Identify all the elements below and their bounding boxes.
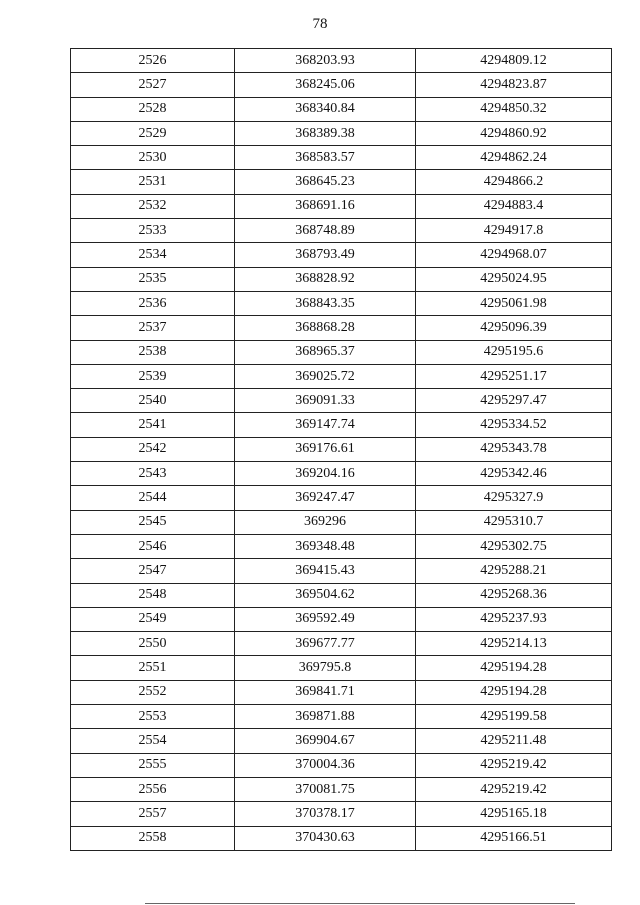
x-coordinate-cell: 369296: [235, 510, 416, 534]
y-coordinate-cell: 4295199.58: [416, 705, 612, 729]
x-coordinate-cell: 368645.23: [235, 170, 416, 194]
point-number-cell: 2526: [71, 49, 235, 73]
y-coordinate-cell: 4295310.7: [416, 510, 612, 534]
table-row: [71, 559, 612, 583]
y-coordinate-cell: 4295288.21: [416, 559, 612, 583]
y-coordinate-cell: 4295251.17: [416, 364, 612, 388]
x-coordinate-cell: 369677.77: [235, 632, 416, 656]
table-row: [71, 340, 612, 364]
x-coordinate-cell: 368583.57: [235, 146, 416, 170]
table-row: [71, 170, 612, 194]
y-coordinate-cell: 4295194.28: [416, 680, 612, 704]
x-coordinate-cell: 368965.37: [235, 340, 416, 364]
y-coordinate-cell: 4294862.24: [416, 146, 612, 170]
point-number-cell: 2528: [71, 97, 235, 121]
point-number-cell: 2538: [71, 340, 235, 364]
point-number-cell: 2550: [71, 632, 235, 656]
y-coordinate-cell: 4294866.2: [416, 170, 612, 194]
point-number-cell: 2553: [71, 705, 235, 729]
y-coordinate-cell: 4295237.93: [416, 607, 612, 631]
table-row: [71, 243, 612, 267]
table-row: [71, 146, 612, 170]
table-row: [71, 194, 612, 218]
x-coordinate-cell: 368748.89: [235, 219, 416, 243]
point-number-cell: 2536: [71, 291, 235, 315]
page-number: 78: [312, 16, 328, 32]
y-coordinate-cell: 4295165.18: [416, 802, 612, 826]
y-coordinate-cell: 4295061.98: [416, 291, 612, 315]
y-coordinate-cell: 4295302.75: [416, 534, 612, 558]
x-coordinate-cell: 369204.16: [235, 462, 416, 486]
table-row: [71, 49, 612, 73]
table-row: [71, 729, 612, 753]
table-row: [71, 777, 612, 801]
y-coordinate-cell: 4295327.9: [416, 486, 612, 510]
table-row: [71, 364, 612, 388]
y-coordinate-cell: 4295096.39: [416, 316, 612, 340]
table-row: [71, 753, 612, 777]
x-coordinate-cell: 369504.62: [235, 583, 416, 607]
y-coordinate-cell: 4294809.12: [416, 49, 612, 73]
x-coordinate-cell: 368203.93: [235, 49, 416, 73]
point-number-cell: 2552: [71, 680, 235, 704]
point-number-cell: 2546: [71, 534, 235, 558]
x-coordinate-cell: 369176.61: [235, 437, 416, 461]
x-coordinate-cell: 368793.49: [235, 243, 416, 267]
table-row: [71, 705, 612, 729]
bottom-rule: [145, 903, 575, 904]
y-coordinate-cell: 4295268.36: [416, 583, 612, 607]
y-coordinate-cell: 4294917.8: [416, 219, 612, 243]
point-number-cell: 2545: [71, 510, 235, 534]
point-number-cell: 2543: [71, 462, 235, 486]
table-row: [71, 437, 612, 461]
y-coordinate-cell: 4295297.47: [416, 389, 612, 413]
table-body: [71, 49, 612, 851]
table-row: [71, 607, 612, 631]
table-row: [71, 97, 612, 121]
table-row: [71, 656, 612, 680]
coordinates-table: [70, 48, 612, 851]
x-coordinate-cell: 369147.74: [235, 413, 416, 437]
table-row: [71, 219, 612, 243]
point-number-cell: 2541: [71, 413, 235, 437]
y-coordinate-cell: 4295211.48: [416, 729, 612, 753]
x-coordinate-cell: 368340.84: [235, 97, 416, 121]
x-coordinate-cell: 370081.75: [235, 777, 416, 801]
x-coordinate-cell: 370004.36: [235, 753, 416, 777]
point-number-cell: 2557: [71, 802, 235, 826]
y-coordinate-cell: 4295219.42: [416, 777, 612, 801]
x-coordinate-cell: 369592.49: [235, 607, 416, 631]
y-coordinate-cell: 4294823.87: [416, 73, 612, 97]
y-coordinate-cell: 4295024.95: [416, 267, 612, 291]
table-row: [71, 316, 612, 340]
table-row: [71, 291, 612, 315]
x-coordinate-cell: 369025.72: [235, 364, 416, 388]
x-coordinate-cell: 368828.92: [235, 267, 416, 291]
y-coordinate-cell: 4295334.52: [416, 413, 612, 437]
point-number-cell: 2542: [71, 437, 235, 461]
y-coordinate-cell: 4295214.13: [416, 632, 612, 656]
table-row: [71, 802, 612, 826]
point-number-cell: 2558: [71, 826, 235, 850]
y-coordinate-cell: 4295219.42: [416, 753, 612, 777]
y-coordinate-cell: 4295194.28: [416, 656, 612, 680]
x-coordinate-cell: 369247.47: [235, 486, 416, 510]
table-row: [71, 583, 612, 607]
point-number-cell: 2548: [71, 583, 235, 607]
table-row: [71, 632, 612, 656]
table-row: [71, 267, 612, 291]
point-number-cell: 2549: [71, 607, 235, 631]
point-number-cell: 2537: [71, 316, 235, 340]
point-number-cell: 2540: [71, 389, 235, 413]
table-row: [71, 534, 612, 558]
table-row: [71, 486, 612, 510]
table-row: [71, 680, 612, 704]
point-number-cell: 2544: [71, 486, 235, 510]
table-row: [71, 413, 612, 437]
y-coordinate-cell: 4294850.32: [416, 97, 612, 121]
point-number-cell: 2533: [71, 219, 235, 243]
point-number-cell: 2532: [71, 194, 235, 218]
x-coordinate-cell: 369415.43: [235, 559, 416, 583]
point-number-cell: 2531: [71, 170, 235, 194]
point-number-cell: 2551: [71, 656, 235, 680]
table-row: [71, 73, 612, 97]
y-coordinate-cell: 4294860.92: [416, 121, 612, 145]
x-coordinate-cell: 368868.28: [235, 316, 416, 340]
x-coordinate-cell: 369795.8: [235, 656, 416, 680]
point-number-cell: 2529: [71, 121, 235, 145]
x-coordinate-cell: 368691.16: [235, 194, 416, 218]
point-number-cell: 2530: [71, 146, 235, 170]
x-coordinate-cell: 370378.17: [235, 802, 416, 826]
point-number-cell: 2554: [71, 729, 235, 753]
x-coordinate-cell: 368245.06: [235, 73, 416, 97]
table-row: [71, 121, 612, 145]
y-coordinate-cell: 4294883.4: [416, 194, 612, 218]
x-coordinate-cell: 370430.63: [235, 826, 416, 850]
point-number-cell: 2535: [71, 267, 235, 291]
table-row: [71, 462, 612, 486]
point-number-cell: 2539: [71, 364, 235, 388]
x-coordinate-cell: 368843.35: [235, 291, 416, 315]
y-coordinate-cell: 4295343.78: [416, 437, 612, 461]
x-coordinate-cell: 369904.67: [235, 729, 416, 753]
y-coordinate-cell: 4295342.46: [416, 462, 612, 486]
y-coordinate-cell: 4295195.6: [416, 340, 612, 364]
table-row: [71, 826, 612, 850]
x-coordinate-cell: 369091.33: [235, 389, 416, 413]
y-coordinate-cell: 4295166.51: [416, 826, 612, 850]
point-number-cell: 2527: [71, 73, 235, 97]
x-coordinate-cell: 369348.48: [235, 534, 416, 558]
x-coordinate-cell: 369841.71: [235, 680, 416, 704]
y-coordinate-cell: 4294968.07: [416, 243, 612, 267]
table-row: [71, 510, 612, 534]
point-number-cell: 2556: [71, 777, 235, 801]
point-number-cell: 2534: [71, 243, 235, 267]
x-coordinate-cell: 368389.38: [235, 121, 416, 145]
point-number-cell: 2555: [71, 753, 235, 777]
table-row: [71, 389, 612, 413]
x-coordinate-cell: 369871.88: [235, 705, 416, 729]
point-number-cell: 2547: [71, 559, 235, 583]
